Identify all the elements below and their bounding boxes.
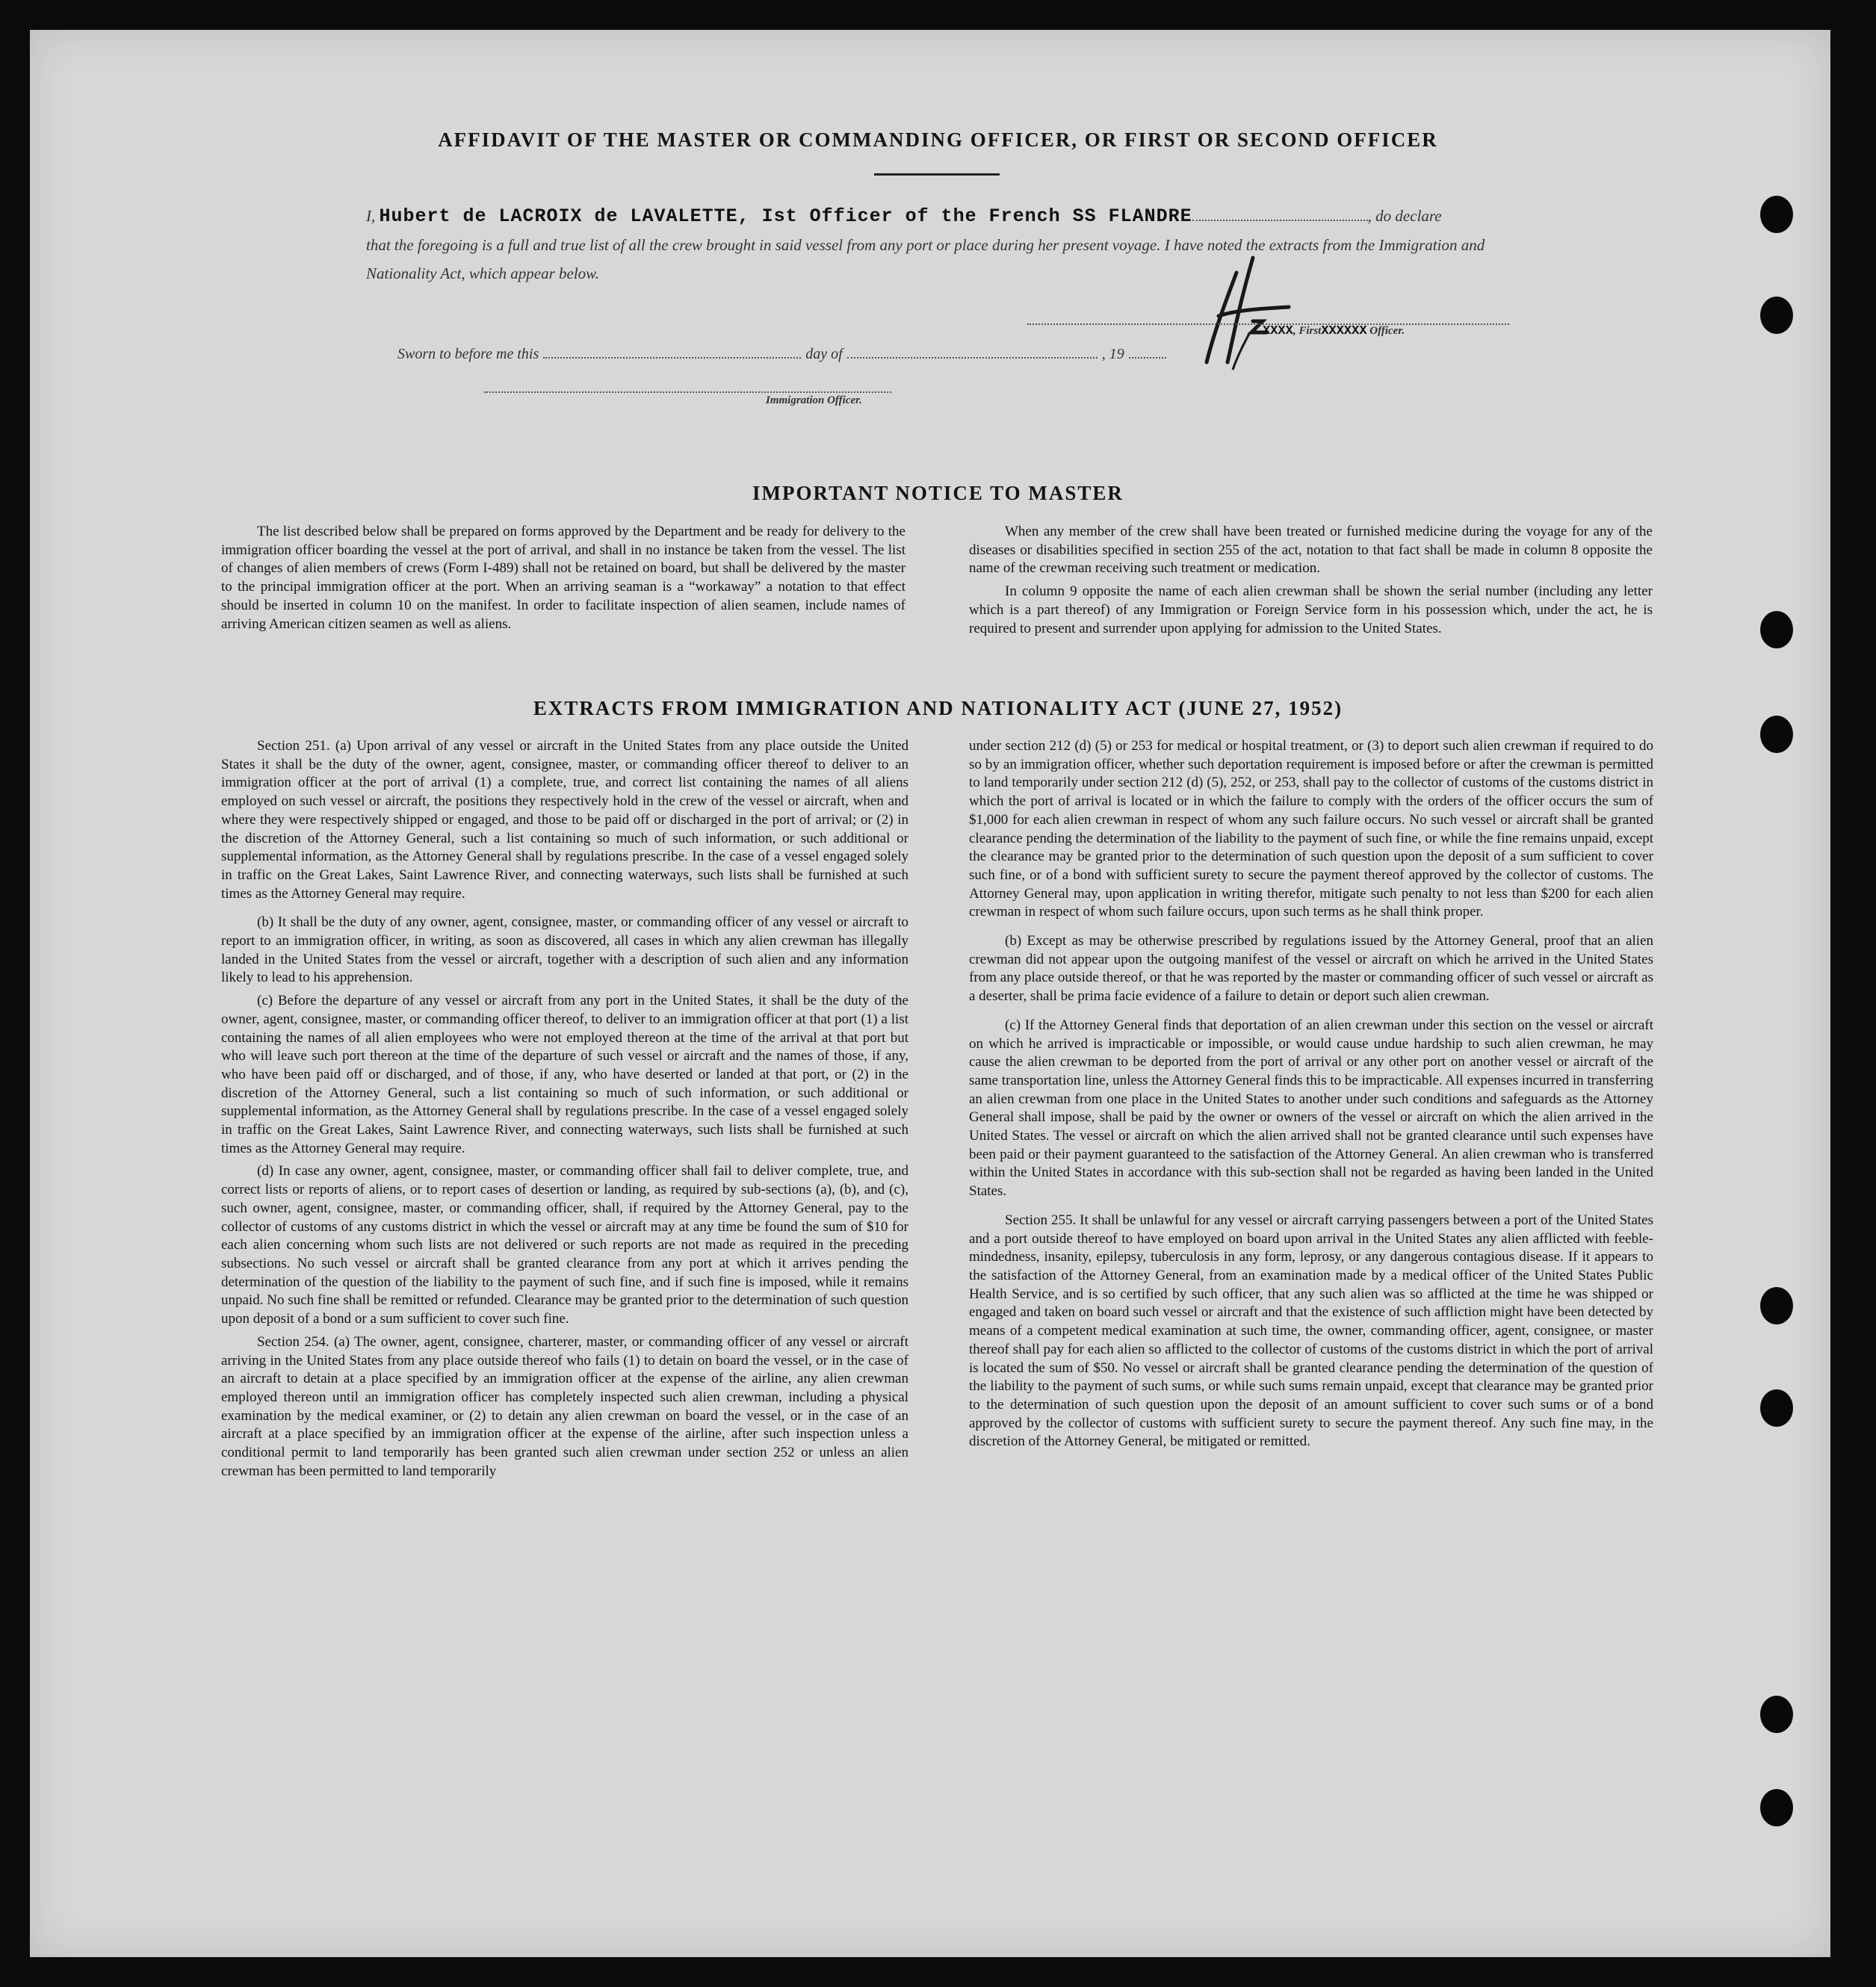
officer-label-mid: , First — [1293, 325, 1322, 337]
punch-hole — [1760, 1389, 1793, 1427]
affidavit-title: AFFIDAVIT OF THE MASTER OR COMMANDING OFFICER, OR FIRST OR SECOND OFFICER — [438, 128, 1438, 151]
officer-label-end: Officer. — [1366, 325, 1405, 337]
day-of-text: day of — [805, 346, 843, 362]
punch-hole — [1760, 1789, 1793, 1826]
extracts-right-column — [969, 737, 1653, 1456]
struck-officer-label-2: XXXXXX — [1321, 324, 1367, 338]
punch-hole — [1760, 716, 1793, 753]
extracts-title: EXTRACTS FROM IMMIGRATION AND NATIONALITY ACT (JUNE 27, 1952) — [533, 697, 1343, 719]
dotted-fill — [847, 357, 1098, 359]
section-255: Section 255. It shall be unlawful for any vessel or aircraft carrying passengers between a port of the United States and a port outside thereof to have employed on board upon arrival in the United States any alien afflicted with feeble-mindedness, insanity, epilepsy, tuberculosis in any form, leprosy, or any dangerous contagious disease. If it appears to the satisfaction of the Attorney General, from an examination made by a medical officer of the United States Public Health Service, and is so certified by such officer, that any such alien was so afflicted at the time he was shipped or engaged and taken on board such vessel or aircraft and that the existence of such affliction might have been detected by means of a competent medical examination at such time, the owner, commanding officer, agent, consignee, or master thereof shall pay for each alien so afflicted to the collector of customs of the customs district in which the port of arrival is located the sum of $50. No vessel or aircraft shall be granted clearance pending the determination of the question of the liability to the payment of such sums, or while such sums remain unpaid, except that clearance may be granted prior to the determination of such question upon the deposit of an amount sufficient to cover such sums or of a bond approved by the collector of customs with sufficient surety to secure the payment thereof. Any such fine may, in the discretion of the Attorney General, be mitigated or remitted. — [969, 1212, 1653, 1450]
declare-prefix: I, — [366, 207, 376, 225]
punch-hole — [1760, 1287, 1793, 1324]
punch-hole — [1760, 196, 1793, 233]
declaration-block — [366, 202, 1509, 288]
officer-signature — [1192, 250, 1304, 377]
notice-left-column — [221, 523, 906, 638]
section-254a-continued: under section 212 (d) (5) or 253 for medical or hospital treatment, or (3) to deport such alien crewman if required to do so by an immigration officer, whether such deportation requirement is imposed before or after the crewman is permitted to land temporarily under section 212 (d) (5), 252, or 253, shall pay to the collector of customs of the customs district in which the port of arrival is located or in which the failure to comply with the orders of the officer occurs the sum of $1,000 for each alien crewman in respect of whom any such failure occurs. No such vessel or aircraft shall be granted clearance pending the determination of the liability to the payment of such fine, or while the fine remains unpaid, except the clearance may be granted prior to the determination of such question upon the deposit of a sum sufficient to cover such fine, or of a bond with sufficient surety to secure the payment thereof approved by the collector of customs. The Attorney General may, upon application in writing therefor, mitigate such penalty to not less than $200 for each alien crewman in respect of whom such failure occurs, upon such terms as he shall think proper. — [969, 738, 1653, 920]
declare-suffix: , do declare — [1367, 207, 1442, 225]
notice-paragraph: When any member of the crew shall have been treated or furnished medicine during the voyage for any of the diseases or disabilities specified in section 255 of the act, notation to that fact shall be made in column 8 opposite the name of the crewman receiving such treatment or medication. — [969, 524, 1653, 577]
officer-title-label — [1263, 324, 1405, 338]
extracts-left-column — [221, 737, 908, 1485]
section-254c: (c) If the Attorney General finds that deportation of an alien crewman under this section on the vessel or aircraft on which he arrived is impracticable or impossible, or would cause undue hardship to such alien crewman, he may cause the alien crewman to be deported from the port of arrival or any other port on another vessel or aircraft of the same transportation line, unless the Attorney General finds this to be impracticable. All expenses incurred in transferring an alien crewman from one place in the United States to another under such conditions and safeguards as the Attorney General shall impose, shall be paid by the owner or owners of the vessel or aircraft on which the alien arrived in the United States. The vessel or aircraft on which the alien arrived shall not be granted clearance until such expenses have been paid or their payment guaranteed to the satisfaction of the Attorney General. An alien crewman who is transferred within the United States in accordance with this sub-section shall not be regarded as having been landed in the United States. — [969, 1017, 1653, 1200]
scan-border — [30, 1957, 1830, 1987]
punch-hole — [1760, 611, 1793, 648]
section-254a: Section 254. (a) The owner, agent, consignee, charterer, master, or commanding officer of any vessel or aircraft arriving in the United States from any place outside thereof who fails (1) to detain on board the vessel, or in the case of an aircraft to detain at a place specified by an immigration officer at the expense of the airline, any alien crewman employed thereon until an immigration officer has completely inspected such alien crewman, including a physical examination by the medical examiner, or (2) to detain any alien crewman on board the vessel, or in the case of an aircraft at a place specified by an immigration officer at the expense of the airline, after such inspection unless a conditional permit to land temporarily has been granted such alien crewman under section 252 or unless an alien crewman has been permitted to land temporarily — [221, 1333, 908, 1479]
notice-right-column — [969, 523, 1653, 642]
dotted-fill — [1129, 357, 1166, 359]
punch-hole — [1760, 297, 1793, 334]
immigration-officer-line — [484, 391, 891, 393]
punch-hole — [1760, 1696, 1793, 1733]
sworn-line — [397, 346, 1171, 363]
struck-officer-label: XXXX — [1263, 324, 1293, 338]
immigration-officer-label: Immigration Officer. — [766, 394, 862, 406]
dotted-fill — [1192, 220, 1368, 221]
notice-paragraph: The list described below shall be prepared on forms approved by the Department and be ready for delivery to the immigration officer boarding the vessel at the port of arrival, and shall in no instance be taken from the vessel. The list of changes of alien members of crews (Form I-489) shall not be retained on board, but shall be delivered by the master to the principal immigration officer at the port. When an arriving seaman is a “workaway” a notation to that effect should be inserted in column 10 on the manifest. In order to facilitate inspection of alien seamen, include names of arriving American citizen seamen as well as aliens. — [221, 524, 906, 632]
declare-text: that the foregoing is a full and true list of all the crew brought in said vessel from any port or place during her present voyage. I have noted the extracts from the Immigration and Nationality Act, which appear below. — [366, 236, 1485, 282]
section-251a: Section 251. (a) Upon arrival of any vessel or aircraft in the United States from any place outside the United States it shall be the duty of the owner, agent, consignee, master, or commanding officer thereof to deliver to an immigration officer at the port of arrival (1) a complete, true, and correct list containing the names of all aliens employed on such vessel or aircraft, the positions they respectively hold in the crew of the vessel or aircraft, when and where they were respectively shipped or engaged, and those to be paid off or discharged in the port of arrival; or (2) in the discretion of the Attorney General, such a list containing so much of such information, or such additional or supplemental information, as the Attorney General shall by regulations prescribe. In the case of a vessel engaged solely in traffic on the Great Lakes, Saint Lawrence River, and connecting waterways, such lists shall be furnished at such times as the Attorney General may require. — [221, 738, 908, 902]
sworn-text: Sworn to before me this — [397, 346, 539, 362]
year-prefix: , 19 — [1101, 346, 1124, 362]
declarant-typed-name: Hubert de LACROIX de LAVALETTE, Ist Officer of the French SS FLANDRE — [379, 205, 1192, 227]
title-rule — [874, 173, 1000, 176]
notice-paragraph: In column 9 opposite the name of each alien crewman shall be shown the serial number (including any letter which is a part thereof) of any Immigration or Foreign Service form in his possession which, under the act, he is required to present and surrender upon applying for admission to the United States. — [969, 583, 1653, 636]
section-251c: (c) Before the departure of any vessel or aircraft from any port in the United States, it shall be the duty of the owner, agent, consignee, master, or commanding officer thereof, to deliver to an immigration officer at that port (1) a list containing the names of all alien employees who were not employed thereon at the time of the arrival at that port but who will leave such port thereon at the time of the departure of such vessel or aircraft and the names of those, if any, who have been paid off or discharged, and of those, if any, who have deserted or landed at that port, or (2) in the discretion of the Attorney General, such a list containing so much of such information, or such additional or supplemental information, as the Attorney General shall by regulations prescribe. In the case of a vessel engaged solely in traffic on the Great Lakes, Saint Lawrence River, and connecting waterways, such lists shall be furnished at such times as the Attorney General may require. — [221, 993, 908, 1156]
section-251d: (d) In case any owner, agent, consignee, master, or commanding officer shall fail to deliver complete, true, and correct lists or reports of aliens, or to report cases of desertion or landing, as required by sub-sections (a), (b), and (c), such owner, agent, consignee, master, or commanding officer, shall, if required by the Attorney General, pay to the collector of customs of any customs district in which the vessel or aircraft may at any time be found the sum of $10 for each alien concerning whom such lists are not delivered or such reports are not made as required in the preceding subsections. No such vessel or aircraft shall be granted clearance from any port at which it arrives pending the determination of the question of the liability to the payment of such fine, and if such fine is imposed, while it remains unpaid. No such fine shall be remitted or refunded. Clearance may be granted prior to the determination of such question upon deposit of a bond or a sum sufficient to cover such fine. — [221, 1163, 908, 1327]
dotted-fill — [543, 357, 801, 359]
notice-title: IMPORTANT NOTICE TO MASTER — [752, 482, 1124, 504]
section-254b: (b) Except as may be otherwise prescribed by regulations issued by the Attorney General, proof that an alien crewman did not appear upon the outgoing manifest of the vessel or aircraft on which he arrived in the United States from any place outside thereof, or that he was reported by the master or commanding officer of such vessel or aircraft as a deserter, shall be prima facie evidence of a failure to detain or deport such alien crewman. — [969, 933, 1653, 1005]
section-251b: (b) It shall be the duty of any owner, agent, consignee, master, or commanding officer of any vessel or aircraft to report to an immigration officer, in writing, as soon as discovered, all cases in which any alien crewman has illegally landed in the United States from the vessel or aircraft, together with a description of such alien and any information likely to lead to his apprehension. — [221, 914, 908, 986]
